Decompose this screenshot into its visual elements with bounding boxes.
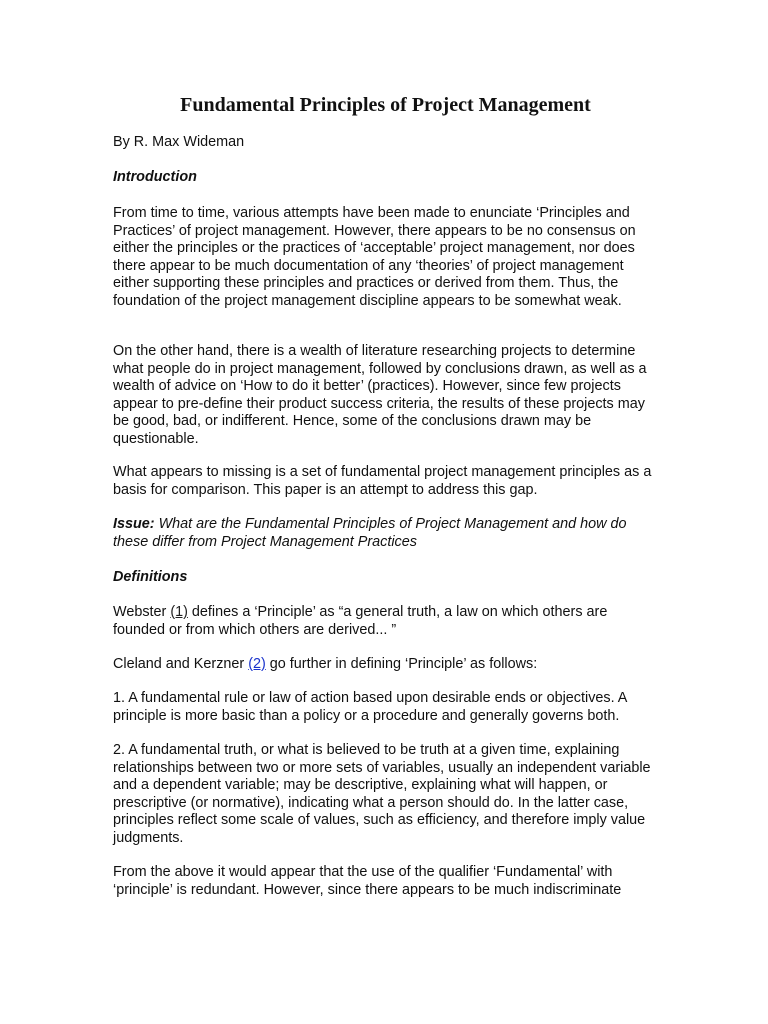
document-title: Fundamental Principles of Project Management — [180, 94, 591, 116]
issue-label: Issue: — [113, 516, 155, 532]
issue-paragraph — [113, 516, 658, 551]
definition-item-1: 1. A fundamental rule or law of action based upon desirable ends or objectives. A principle is more basic than a policy or a procedure and generally governs both. — [113, 690, 627, 724]
intro-paragraph-3: What appears to missing is a set of fundamental project management principles as a basis for comparison. This paper is an attempt to address this gap. — [113, 464, 652, 498]
intro-paragraph-1: From time to time, various attempts have been made to enunciate ‘Principles and Practices’ of project management. However, there appears to be no consensus on either the principles or the practices of ‘acceptable’ project management, nor does there appear to be much documentation of any ‘theories’ of project management either supporting these principles and practices or derived from them. Thus, the foundation of the project management discipline appears to be somewhat weak. — [113, 205, 636, 309]
author-byline: By R. Max Wideman — [113, 134, 245, 150]
intro-paragraph-2: On the other hand, there is a wealth of literature researching projects to determine what people do in project management, followed by conclusions drawn, as well as a wealth of advice on ‘How to do it better’ (practices). However, since few projects appear to pre-define their product success criteria, the results of these projects may be good, bad, or indifferent. Hence, some of the conclusions drawn may be questionable. — [113, 343, 647, 447]
closing-paragraph: From the above it would appear that the use of the qualifier ‘Fundamental’ with ‘principle’ is redundant. However, since there appears to be much indiscriminate — [113, 864, 622, 898]
introduction-heading: Introduction — [113, 169, 197, 185]
definitions-heading: Definitions — [113, 569, 188, 585]
cleland-reference-link[interactable]: (2) — [248, 656, 266, 672]
webster-text-after: defines a ‘Principle’ as “a general truth, a law on which others are founded or from which others are derived... ” — [113, 604, 608, 638]
cleland-paragraph — [113, 656, 658, 674]
webster-text-before: Webster — [113, 604, 171, 620]
webster-paragraph — [113, 604, 658, 639]
cleland-text-after: go further in defining ‘Principle’ as follows: — [265, 656, 538, 672]
cleland-text-before: Cleland and Kerzner — [113, 656, 249, 672]
definition-item-2: 2. A fundamental truth, or what is believed to be truth at a given time, explaining relationships between two or more sets of variables, usually an independent variable and a dependent variable; may be descriptive, explaining what will happen, or prescriptive (or normative), indicating what a person should do. In the latter case, principles reflect some scale of values, such as efficiency, and therefore imply value judgments. — [113, 742, 651, 846]
webster-reference-link[interactable]: (1) — [170, 604, 188, 620]
issue-text: What are the Fundamental Principles of Project Management and how do these differ from Project Management Practices — [113, 516, 627, 550]
